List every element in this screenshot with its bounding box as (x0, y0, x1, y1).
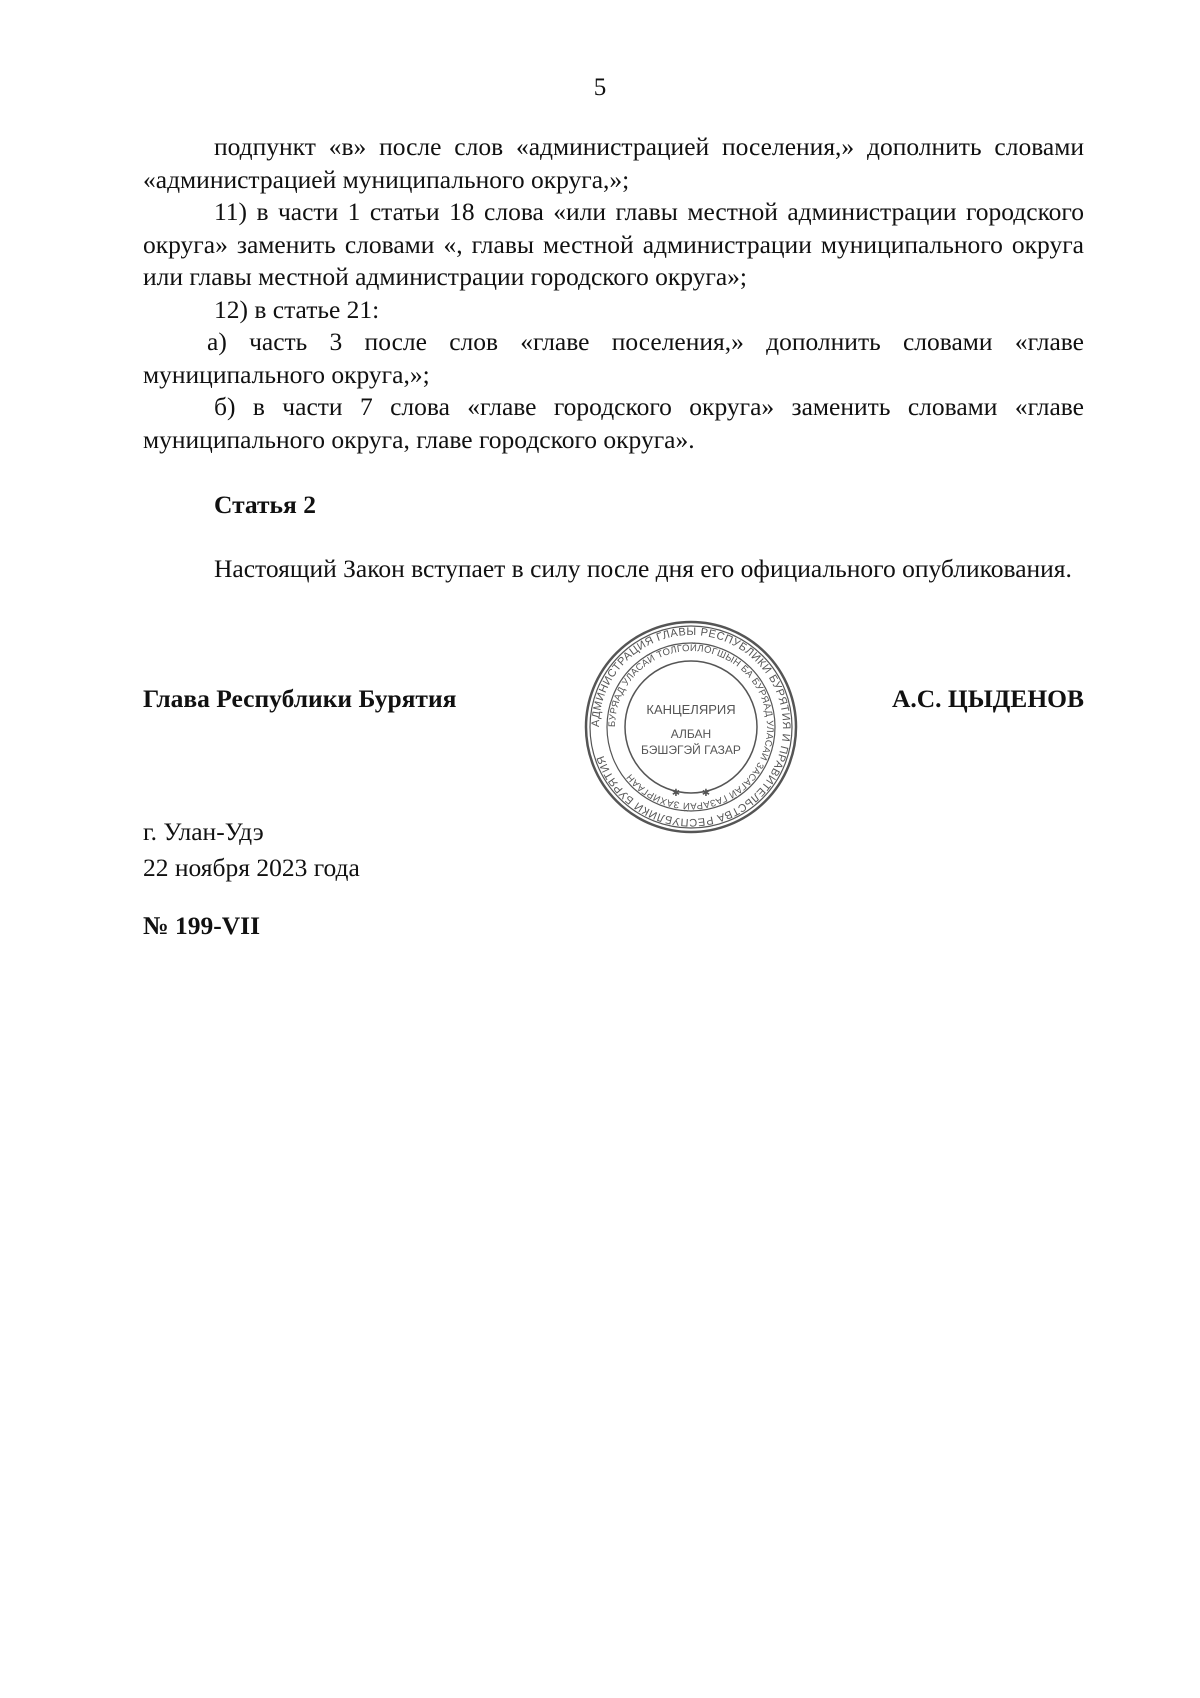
page-number: 5 (593, 74, 607, 101)
paragraph-item-12a: а) часть 3 после слов «главе поселения,» дополнить словами «главе муниципального округа,»; (143, 327, 1084, 389)
article-2-text-block (143, 553, 1084, 586)
seal-center-line-3: БЭШЭГЭЙ ГАЗАР (641, 743, 741, 757)
place-and-date (143, 814, 360, 886)
paragraph-item-12: 12) в статье 21: (214, 294, 380, 324)
article-2-heading: Статья 2 (214, 490, 316, 519)
official-seal (582, 618, 800, 836)
seal-star-icon: ✱ (671, 788, 681, 799)
seal-center-line-2: АЛБАН (670, 727, 712, 741)
seal-center-line-1: КАНЦЕЛЯРИЯ (646, 702, 736, 717)
place-of-signing: г. Улан-Удэ (143, 817, 264, 846)
seal-inner-ring-text: БУРЯАД УЛАСАЙ ТОЛГОЙЛОГШЫН БА БУРЯАД УЛАСАЙ ЗАСАГАЙ ГАЗАРАЙ ЗАХИРГААН (606, 642, 776, 812)
article-2-text: Настоящий Закон вступает в силу после дня его официального опубликования. (214, 554, 1072, 583)
seal-star-icon: ✱ (701, 788, 711, 799)
seal-outer-ring-text: АДМИНИСТРАЦИЯ ГЛАВЫ РЕСПУБЛИКИ БУРЯТИЯ И ПРАВИТЕЛЬСТВА РЕСПУБЛИКИ БУРЯТИЯ (589, 625, 793, 829)
signing-date: 22 ноября 2023 года (143, 853, 360, 882)
amendments-text (143, 131, 1084, 456)
paragraph-subpoint-v: подпункт «в» после слов «администрацией поселения,» дополнить словами «администрацией муниципального округа,»; (143, 132, 1084, 194)
signatory-name: А.С. ЦЫДЕНОВ (891, 684, 1084, 713)
law-number: № 199-VII (143, 911, 261, 940)
signatory-title: Глава Республики Бурятия (143, 684, 457, 713)
paragraph-item-11: 11) в части 1 статьи 18 слова «или главы местной администрации городского округа» заменить словами «, главы местной администрации муниципального округа или главы местной администрации городского округа»; (143, 197, 1084, 291)
paragraph-item-12b: б) в части 7 слова «главе городского округа» заменить словами «главе муниципального округа, главе городского округа». (143, 392, 1084, 454)
